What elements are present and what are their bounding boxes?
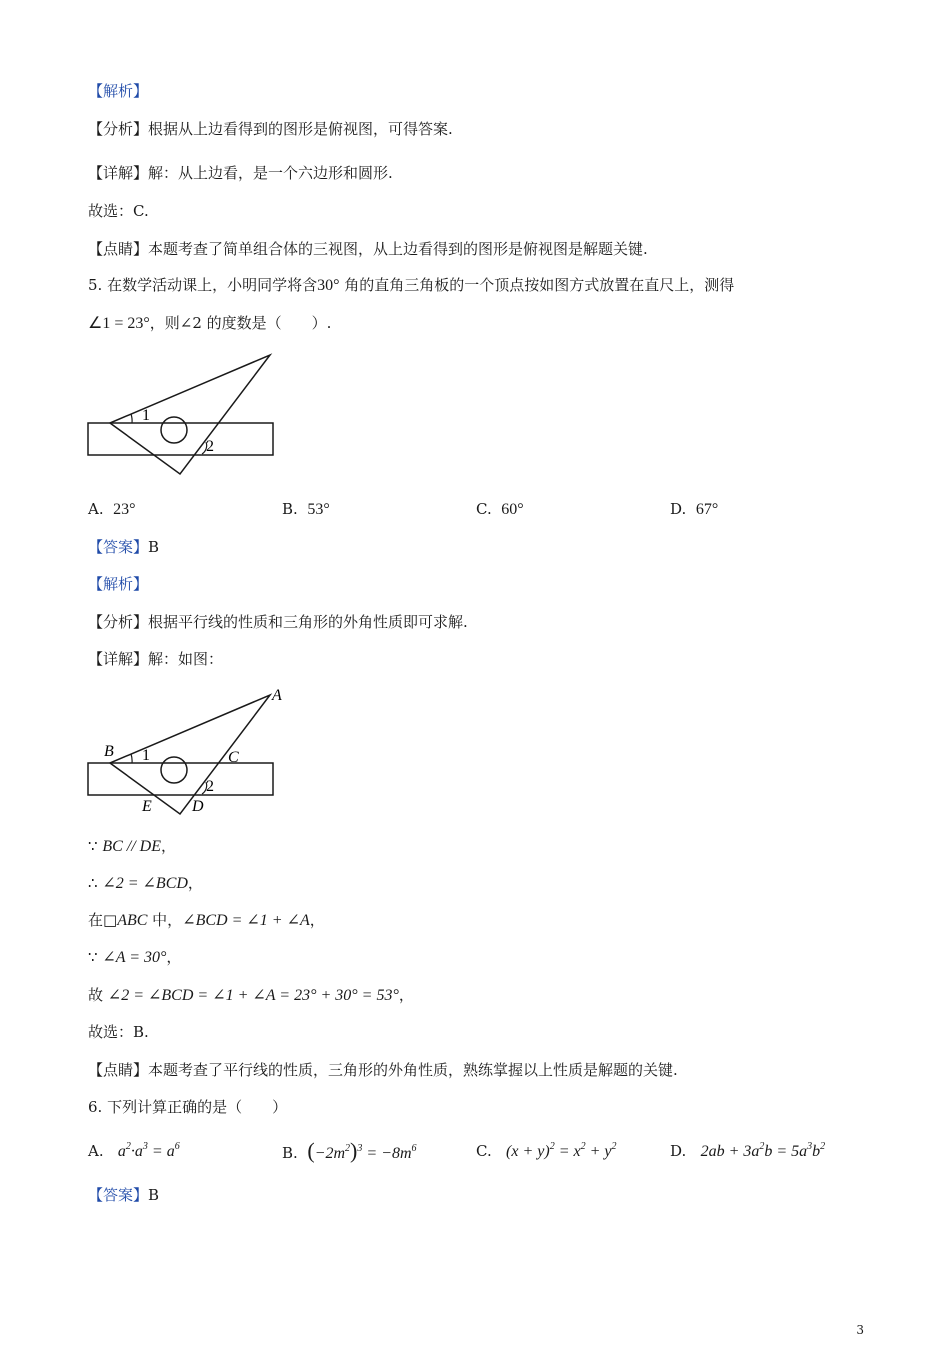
choice-line: 故选：C. [88,202,149,220]
vertex-b-label: B [104,743,114,760]
q5-answer: 【答案】B [88,538,160,556]
remark-line: 【点睛】本题考查了简单组合体的三视图，从上边看得到的图形是俯视图是解题关键. [88,240,648,258]
q5-option-a: A. 23° [88,500,136,518]
angle1-label: 1 [142,407,150,424]
q5-step-5: 故 ∠2 = ∠BCD = ∠1 + ∠A = 23° + 30° = 53°， [88,986,414,1004]
q5-figure [80,350,280,480]
q6-option-d: D. $2ab + 3a^2b = 5a^3b^2$ [670,1141,826,1160]
q5-analysis-heading: 【解析】 [88,575,149,593]
triangle [110,355,270,474]
q5-option-c: C. 60° [476,500,524,518]
angle2-label: 2 [206,438,214,455]
q5-remark-line: 【点睛】本题考查了平行线的性质，三角形的外角性质，熟练掌握以上性质是解题的关键. [88,1061,678,1079]
page-number: 3 [856,1323,864,1337]
triangle [110,695,270,814]
q5-step-2: ∴ ∠2 = ∠BCD， [88,874,203,892]
q5-stem-line1: 5. 在数学活动课上，小明同学将含30° 角的直角三角板的一个顶点按如图方式放置在直尺上，测得 [88,276,735,294]
q5-step-3: 在□ABC 中，∠BCD = ∠1 + ∠A， [88,911,325,929]
point-d-label: D [192,798,204,815]
q5-figure-labeled [80,684,295,819]
q6-answer: 【答案】B [88,1186,160,1204]
q6-option-a-expr: $a^2\cdot a^3 = a^6$ [117,1141,180,1160]
q6-stem: 6. 下列计算正确的是（ ） [88,1098,288,1116]
point-e-label: E [142,798,152,815]
angle1-arc [131,414,132,423]
q6-option-d-expr: $2ab + 3a^2b = 5a^3b^2$ [700,1141,826,1160]
q6-option-c-expr: $(x + y)^2 = x^2 + y^2$ [506,1141,617,1160]
q6-option-a: A. $a^2\cdot a^3 = a^6$ [88,1141,180,1160]
analysis-heading: 【解析】 [88,82,149,100]
angle1-arc [131,754,132,763]
q5-analysis-line: 【分析】根据平行线的性质和三角形的外角性质即可求解. [88,613,468,631]
q5-choice-line: 故选：B. [88,1023,149,1041]
analysis-line: 【分析】根据从上边看得到的图形是俯视图，可得答案. [88,120,453,138]
vertex-a-label: A [272,687,282,704]
angle1-label: 1 [142,747,150,764]
triangle-hole [161,417,187,443]
q5-option-d: D. 67° [670,500,719,518]
q6-option-b-expr: $(-2m^2)^3 = -8m^6$ [307,1138,417,1163]
q5-step-4: ∵ ∠A = 30°， [88,948,182,966]
q6-option-b: B. $(-2m^2)^3 = -8m^6$ [282,1138,417,1163]
q5-stem-line2: ∠1 = 23°，则∠2 的度数是（ ）. [88,314,332,332]
point-c-label: C [228,749,239,766]
detail-line: 【详解】解：从上边看，是一个六边形和圆形. [88,164,393,182]
q5-option-b: B. 53° [282,500,330,518]
angle2-label: 2 [206,778,214,795]
q5-detail-line: 【详解】解：如图： [88,650,224,668]
q5-step-1: ∵ BC // DE， [88,837,176,855]
triangle-hole [161,757,187,783]
q6-option-c: C. $(x + y)^2 = x^2 + y^2$ [476,1141,617,1160]
